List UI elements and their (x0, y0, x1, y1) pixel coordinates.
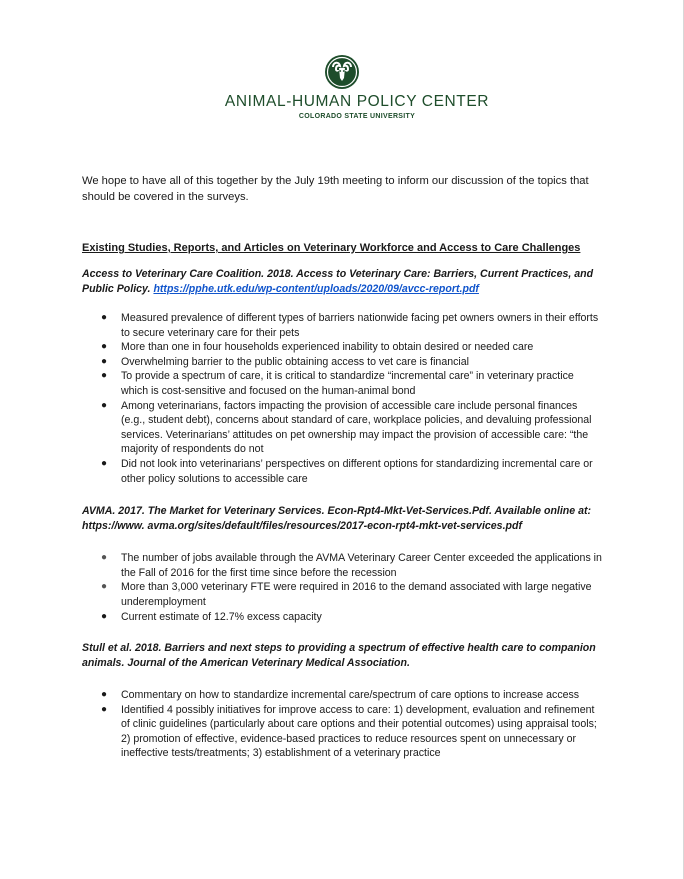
list-item: ● To provide a spectrum of care, it is critical to standardize “incremental care” in veterinary practice which is cost-sensitive and focused on the human-animal bond (101, 370, 574, 397)
letterhead (0, 54, 684, 120)
bullet-list-stull (82, 688, 602, 761)
bullet-icon: ● (101, 457, 108, 469)
avcc-report-link[interactable]: https://pphe.utk.edu/wp-content/uploads/2020/09/avcc-report.pdf (153, 283, 479, 295)
intro-paragraph: We hope to have all of this together by the July 19th meeting to inform our discussion of the topics that should be covered in the surveys. (82, 175, 589, 203)
org-name: ANIMAL-HUMAN POLICY CENTER (224, 93, 490, 110)
citation-avma: AVMA. 2017. The Market for Veterinary Services. Econ-Rpt4-Mkt-Vet-Services.Pdf. Available online at: https://www. avma.org/sites/default/files/resources/2017-econ-rpt4-mkt-vet-services.pdf (82, 505, 592, 533)
list-item: ● Identified 4 possibly initiatives for improve access to care: 1) development, evaluation and refinement of clinic guidelines (particularly about care options and their potential outcomes) using appraisal tools; 2) promotion of effective, evidence-based practices to reduce resources spent on unnecessary or ineffective tests/treatments; 3) establishment of a veterinary practice (101, 703, 597, 760)
bullet-icon: ● (101, 581, 108, 593)
citation-text: Access to Veterinary Care Coalition. 2018. Access to Veterinary Care: Barriers, Current Practices, and Public Policy. (82, 268, 594, 295)
ram-logo-icon (324, 54, 360, 90)
section-heading: Existing Studies, Reports, and Articles on Veterinary Workforce and Access to Care Challenges (82, 242, 581, 254)
bullet-icon: ● (101, 552, 108, 564)
list-item: ● Measured prevalence of different types of barriers nationwide facing pet owners owners in their efforts to secure veterinary care for their pets (101, 312, 599, 339)
bullet-list-avcc (82, 311, 602, 486)
list-item: ● Among veterinarians, factors impacting the provision of accessible care include personal finances (e.g., student debt), concerns about standard of care, workplace policies, and devaluing professional services. Veterinarians’ attitudes on pet ownership may impact the provision of accessible care: “the majority of respondents do not (101, 399, 592, 456)
citation-avcc (82, 267, 602, 297)
list-item: ● Did not look into veterinarians’ perspectives on different options for standardizing incremental care or other policy solutions to accessible care (101, 457, 593, 485)
list-item: ● More than one in four households experienced inability to obtain desired or needed care (101, 341, 534, 354)
bullet-icon: ● (101, 689, 108, 701)
university-name: COLORADO STATE UNIVERSITY (298, 113, 416, 120)
list-item: ● The number of jobs available through the AVMA Veterinary Career Center exceeded the applications in the Fall of 2016 for the first time since before the recession (101, 552, 602, 579)
bullet-icon: ● (101, 312, 108, 323)
bullet-icon: ● (101, 341, 108, 353)
bullet-icon: ● (101, 370, 108, 382)
bullet-icon: ● (101, 399, 108, 411)
document-body (82, 173, 602, 761)
list-item: ● More than 3,000 veterinary FTE were required in 2016 to the demand associated with large negative underemployment (101, 581, 592, 608)
citation-stull: Stull et al. 2018. Barriers and next steps to providing a spectrum of effective health care to companion animals. Journal of the American Veterinary Medical Association. (82, 642, 596, 670)
bullet-icon: ● (101, 355, 108, 367)
list-item: ● Overwhelming barrier to the public obtaining access to vet care is financial (101, 355, 470, 368)
list-item: ● Commentary on how to standardize incremental care/spectrum of care options to increase access (101, 689, 580, 702)
list-item: ● Current estimate of 12.7% excess capacity (101, 610, 322, 623)
bullet-list-avma (82, 551, 602, 624)
bullet-icon: ● (101, 610, 108, 622)
bullet-icon: ● (101, 703, 108, 715)
